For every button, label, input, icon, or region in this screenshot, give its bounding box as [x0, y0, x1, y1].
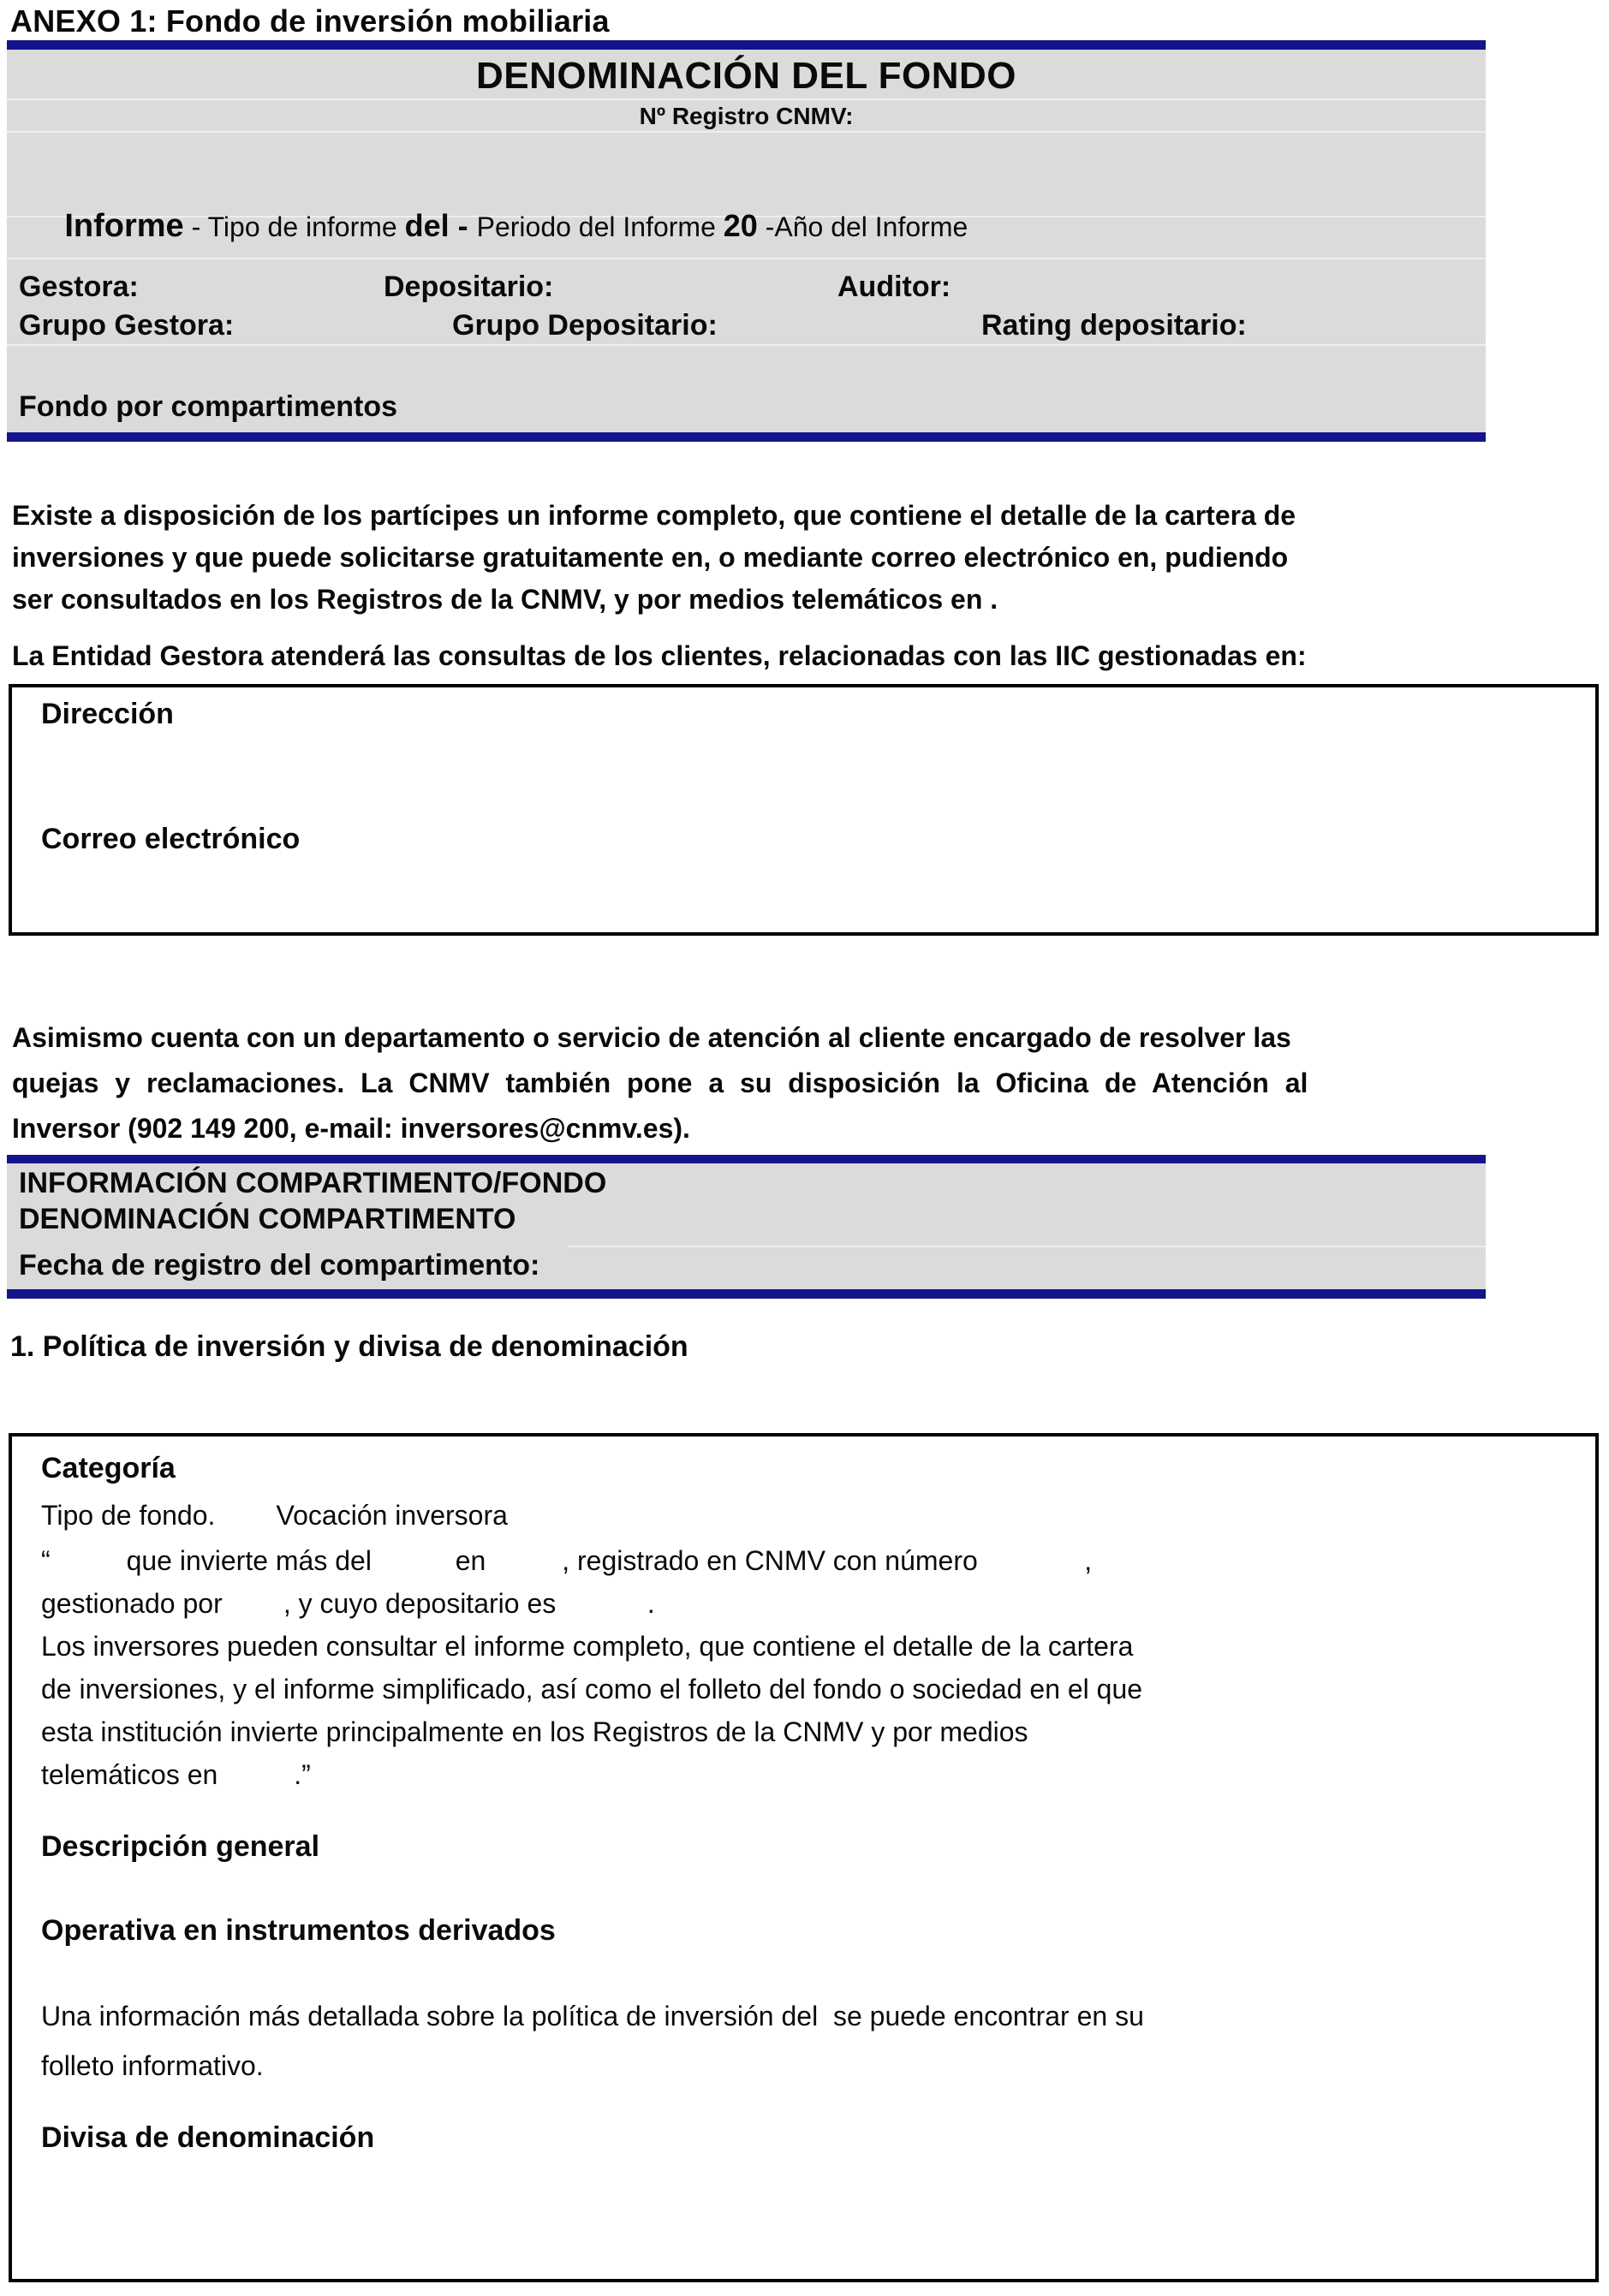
row-separator: [7, 98, 1486, 100]
navy-rule: [7, 1289, 1486, 1299]
report-word: Informe: [64, 208, 184, 244]
investment-policy-box: [9, 1433, 1599, 2282]
operativa-derivados-label: Operativa en instrumentos derivados: [41, 1914, 556, 1947]
page-title: ANEXO 1: Fondo de inversión mobiliaria: [10, 3, 610, 39]
text-line: Existe a disposición de los partícipes un informe completo, que contiene el detalle de la cartera de: [12, 500, 1296, 531]
compartment-header-block: [7, 1163, 1486, 1289]
availability-paragraph: [12, 495, 1296, 621]
report-type-line: [19, 176, 968, 277]
gestora-label: Gestora:: [19, 271, 139, 303]
navy-rule: [7, 1155, 1486, 1163]
folleto-note-paragraph: [41, 1991, 1144, 2091]
denominacion-compartimento-heading: DENOMINACIÓN COMPARTIMENTO: [19, 1203, 516, 1235]
fondo-compartimentos-label: Fondo por compartimentos: [19, 390, 397, 423]
fund-quote-paragraph: [41, 1539, 1142, 1796]
descripcion-general-label: Descripción general: [41, 1830, 320, 1863]
row-separator: [7, 131, 1486, 133]
correo-electronico-label: Correo electrónico: [41, 823, 301, 855]
row-separator: [7, 344, 1486, 346]
text-line: gestionado por , y cuyo depositario es .: [41, 1588, 655, 1619]
text-line: esta institución invierte principalmente en los Registros de la CNMV y por medios: [41, 1716, 1028, 1747]
text-line: ser consultados en los Registros de la CNMV, y por medios telemáticos en .: [12, 584, 998, 615]
report-del: del: [404, 208, 450, 243]
fecha-registro-label: Fecha de registro del compartimento:: [19, 1249, 540, 1282]
section1-heading: 1. Política de inversión y divisa de denominación: [10, 1330, 688, 1363]
direccion-label: Dirección: [41, 698, 174, 730]
grupo-depositario-label: Grupo Depositario:: [452, 309, 718, 342]
categoria-label: Categoría: [41, 1452, 176, 1484]
auditor-label: Auditor:: [837, 271, 951, 303]
text-line: inversiones y que puede solicitarse gratuitamente en, o mediante correo electrónico en, pudiendo: [12, 542, 1289, 573]
gestora-note-line: La Entidad Gestora atenderá las consultas de los clientes, relacionadas con las IIC gestionadas en:: [12, 640, 1307, 671]
text-line: Los inversores pueden consultar el informe completo, que contiene el detalle de la cartera: [41, 1631, 1134, 1662]
report-period-segment: Periodo del Informe: [476, 211, 724, 242]
informacion-compartimento-heading: INFORMACIÓN COMPARTIMENTO/FONDO: [19, 1167, 607, 1199]
text-line: telemáticos en .”: [41, 1759, 311, 1790]
report-year-segment: -Año del Informe: [757, 211, 968, 242]
text-line: quejas y reclamaciones. La CNMV también pone a su disposición la Oficina de Atención al: [12, 1068, 1308, 1098]
rating-depositario-label: Rating depositario:: [981, 309, 1247, 342]
report-year-prefix: 20: [723, 208, 758, 243]
attention-paragraph: [12, 1015, 1308, 1151]
text-line: Inversor (902 149 200, e-mail: inversores@cnmv.es).: [12, 1113, 690, 1144]
fund-header-block: [7, 50, 1486, 432]
navy-rule-top: [7, 40, 1486, 50]
text-line: Asimismo cuenta con un departamento o servicio de atención al cliente encargado de resolver las: [12, 1022, 1291, 1053]
row-separator: [568, 1246, 1486, 1247]
grupo-gestora-label: Grupo Gestora:: [19, 309, 235, 342]
registry-number-label: Nº Registro CNMV:: [639, 103, 854, 129]
navy-rule: [7, 432, 1486, 442]
fund-name-heading: DENOMINACIÓN DEL FONDO: [475, 55, 1017, 97]
tipo-fondo-line: Tipo de fondo. Vocación inversora: [41, 1500, 508, 1531]
text-line: de inversiones, y el informe simplificado, así como el folleto del fondo o sociedad en el que: [41, 1674, 1143, 1704]
contact-box: [9, 684, 1599, 936]
text-line: “ que invierte más del en , registrado en CNMV con número ,: [41, 1545, 1093, 1576]
divisa-denominacion-label: Divisa de denominación: [41, 2121, 375, 2154]
text-line: folleto informativo.: [41, 2050, 264, 2081]
depositario-label: Depositario:: [384, 271, 554, 303]
report-dash: -: [449, 208, 477, 243]
text-line: Una información más detallada sobre la política de inversión del se puede encontrar en su: [41, 2001, 1144, 2031]
report-type-segment: - Tipo de informe: [183, 211, 405, 242]
